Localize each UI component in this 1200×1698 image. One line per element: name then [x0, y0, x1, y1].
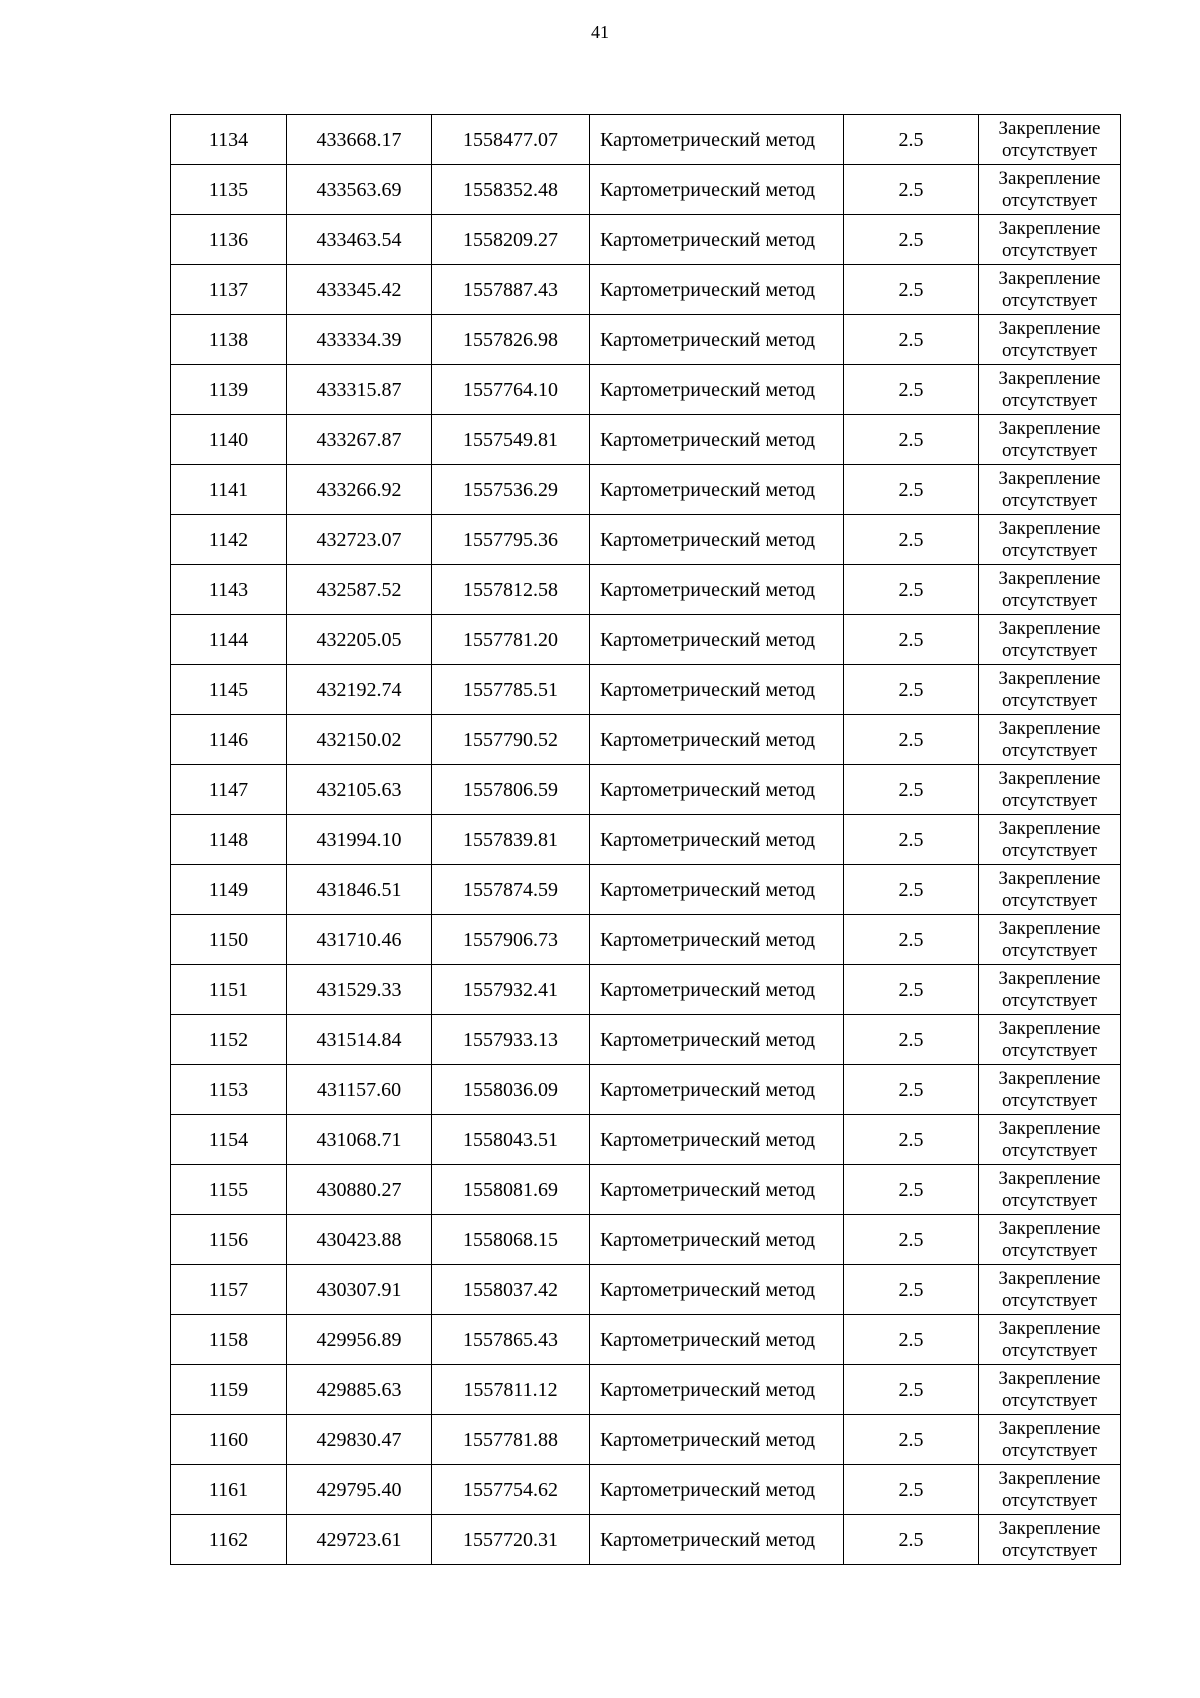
method-cell: Картометрический метод	[590, 1365, 844, 1415]
table-row	[171, 1115, 1121, 1165]
accuracy-cell: 2.5	[844, 1415, 979, 1465]
accuracy-cell: 2.5	[844, 1065, 979, 1115]
x-coordinate-cell: 433345.42	[287, 265, 432, 315]
point-number-cell: 1145	[171, 665, 287, 715]
x-coordinate-cell: 433266.92	[287, 465, 432, 515]
method-cell: Картометрический метод	[590, 515, 844, 565]
fixing-description-cell: Закрепление отсутствует	[979, 565, 1121, 615]
accuracy-cell: 2.5	[844, 165, 979, 215]
accuracy-cell: 2.5	[844, 965, 979, 1015]
accuracy-cell: 2.5	[844, 1315, 979, 1365]
accuracy-cell: 2.5	[844, 215, 979, 265]
table-row	[171, 165, 1121, 215]
fixing-description-cell: Закрепление отсутствует	[979, 1315, 1121, 1365]
table-row	[171, 315, 1121, 365]
fixing-description-cell: Закрепление отсутствует	[979, 415, 1121, 465]
fixing-description-cell: Закрепление отсутствует	[979, 665, 1121, 715]
y-coordinate-cell: 1557720.31	[432, 1515, 590, 1565]
method-cell: Картометрический метод	[590, 415, 844, 465]
table-row	[171, 515, 1121, 565]
method-cell: Картометрический метод	[590, 1015, 844, 1065]
method-cell: Картометрический метод	[590, 265, 844, 315]
y-coordinate-cell: 1557839.81	[432, 815, 590, 865]
fixing-description-cell: Закрепление отсутствует	[979, 215, 1121, 265]
fixing-description-cell: Закрепление отсутствует	[979, 1465, 1121, 1515]
fixing-description-cell: Закрепление отсутствует	[979, 515, 1121, 565]
accuracy-cell: 2.5	[844, 1215, 979, 1265]
y-coordinate-cell: 1557826.98	[432, 315, 590, 365]
y-coordinate-cell: 1557887.43	[432, 265, 590, 315]
x-coordinate-cell: 430423.88	[287, 1215, 432, 1265]
table-row	[171, 665, 1121, 715]
accuracy-cell: 2.5	[844, 1115, 979, 1165]
table-row	[171, 1465, 1121, 1515]
fixing-description-cell: Закрепление отсутствует	[979, 965, 1121, 1015]
x-coordinate-cell: 432587.52	[287, 565, 432, 615]
accuracy-cell: 2.5	[844, 1265, 979, 1315]
method-cell: Картометрический метод	[590, 665, 844, 715]
method-cell: Картометрический метод	[590, 1465, 844, 1515]
table-row	[171, 115, 1121, 165]
fixing-description-cell: Закрепление отсутствует	[979, 1415, 1121, 1465]
method-cell: Картометрический метод	[590, 1415, 844, 1465]
table-row	[171, 615, 1121, 665]
table-row	[171, 265, 1121, 315]
method-cell: Картометрический метод	[590, 115, 844, 165]
method-cell: Картометрический метод	[590, 965, 844, 1015]
fixing-description-cell: Закрепление отсутствует	[979, 765, 1121, 815]
accuracy-cell: 2.5	[844, 665, 979, 715]
fixing-description-cell: Закрепление отсутствует	[979, 1115, 1121, 1165]
fixing-description-cell: Закрепление отсутствует	[979, 115, 1121, 165]
accuracy-cell: 2.5	[844, 265, 979, 315]
y-coordinate-cell: 1557754.62	[432, 1465, 590, 1515]
y-coordinate-cell: 1558037.42	[432, 1265, 590, 1315]
method-cell: Картометрический метод	[590, 715, 844, 765]
x-coordinate-cell: 433668.17	[287, 115, 432, 165]
table-row	[171, 465, 1121, 515]
fixing-description-cell: Закрепление отсутствует	[979, 165, 1121, 215]
accuracy-cell: 2.5	[844, 815, 979, 865]
table-row	[171, 965, 1121, 1015]
method-cell: Картометрический метод	[590, 215, 844, 265]
accuracy-cell: 2.5	[844, 465, 979, 515]
accuracy-cell: 2.5	[844, 1515, 979, 1565]
point-number-cell: 1137	[171, 265, 287, 315]
method-cell: Картометрический метод	[590, 1065, 844, 1115]
point-number-cell: 1138	[171, 315, 287, 365]
y-coordinate-cell: 1557865.43	[432, 1315, 590, 1365]
y-coordinate-cell: 1557536.29	[432, 465, 590, 515]
y-coordinate-cell: 1557781.20	[432, 615, 590, 665]
x-coordinate-cell: 432205.05	[287, 615, 432, 665]
table-row	[171, 865, 1121, 915]
method-cell: Картометрический метод	[590, 615, 844, 665]
point-number-cell: 1159	[171, 1365, 287, 1415]
method-cell: Картометрический метод	[590, 315, 844, 365]
point-number-cell: 1158	[171, 1315, 287, 1365]
point-number-cell: 1134	[171, 115, 287, 165]
table-row	[171, 1515, 1121, 1565]
point-number-cell: 1155	[171, 1165, 287, 1215]
x-coordinate-cell: 429795.40	[287, 1465, 432, 1515]
fixing-description-cell: Закрепление отсутствует	[979, 465, 1121, 515]
fixing-description-cell: Закрепление отсутствует	[979, 1265, 1121, 1315]
method-cell: Картометрический метод	[590, 1165, 844, 1215]
method-cell: Картометрический метод	[590, 365, 844, 415]
x-coordinate-cell: 432150.02	[287, 715, 432, 765]
table-row	[171, 415, 1121, 465]
method-cell: Картометрический метод	[590, 1315, 844, 1365]
x-coordinate-cell: 431514.84	[287, 1015, 432, 1065]
y-coordinate-cell: 1557806.59	[432, 765, 590, 815]
fixing-description-cell: Закрепление отсутствует	[979, 365, 1121, 415]
coordinates-table	[170, 114, 1121, 1565]
point-number-cell: 1149	[171, 865, 287, 915]
fixing-description-cell: Закрепление отсутствует	[979, 865, 1121, 915]
fixing-description-cell: Закрепление отсутствует	[979, 1165, 1121, 1215]
table-row	[171, 1165, 1121, 1215]
x-coordinate-cell: 431529.33	[287, 965, 432, 1015]
table-row	[171, 1215, 1121, 1265]
table-row	[171, 715, 1121, 765]
point-number-cell: 1136	[171, 215, 287, 265]
method-cell: Картометрический метод	[590, 865, 844, 915]
x-coordinate-cell: 431846.51	[287, 865, 432, 915]
point-number-cell: 1139	[171, 365, 287, 415]
point-number-cell: 1156	[171, 1215, 287, 1265]
y-coordinate-cell: 1558477.07	[432, 115, 590, 165]
accuracy-cell: 2.5	[844, 1165, 979, 1215]
fixing-description-cell: Закрепление отсутствует	[979, 1215, 1121, 1265]
accuracy-cell: 2.5	[844, 1015, 979, 1065]
x-coordinate-cell: 430307.91	[287, 1265, 432, 1315]
y-coordinate-cell: 1557781.88	[432, 1415, 590, 1465]
point-number-cell: 1143	[171, 565, 287, 615]
y-coordinate-cell: 1558068.15	[432, 1215, 590, 1265]
method-cell: Картометрический метод	[590, 1115, 844, 1165]
x-coordinate-cell: 433267.87	[287, 415, 432, 465]
x-coordinate-cell: 432192.74	[287, 665, 432, 715]
fixing-description-cell: Закрепление отсутствует	[979, 915, 1121, 965]
accuracy-cell: 2.5	[844, 365, 979, 415]
point-number-cell: 1153	[171, 1065, 287, 1115]
point-number-cell: 1140	[171, 415, 287, 465]
point-number-cell: 1142	[171, 515, 287, 565]
fixing-description-cell: Закрепление отсутствует	[979, 715, 1121, 765]
table-row	[171, 1365, 1121, 1415]
x-coordinate-cell: 431994.10	[287, 815, 432, 865]
method-cell: Картометрический метод	[590, 1515, 844, 1565]
accuracy-cell: 2.5	[844, 915, 979, 965]
x-coordinate-cell: 433334.39	[287, 315, 432, 365]
accuracy-cell: 2.5	[844, 1365, 979, 1415]
y-coordinate-cell: 1557932.41	[432, 965, 590, 1015]
table-row	[171, 915, 1121, 965]
x-coordinate-cell: 431068.71	[287, 1115, 432, 1165]
x-coordinate-cell: 430880.27	[287, 1165, 432, 1215]
method-cell: Картометрический метод	[590, 815, 844, 865]
table-row	[171, 1015, 1121, 1065]
y-coordinate-cell: 1558081.69	[432, 1165, 590, 1215]
x-coordinate-cell: 432105.63	[287, 765, 432, 815]
fixing-description-cell: Закрепление отсутствует	[979, 315, 1121, 365]
y-coordinate-cell: 1557549.81	[432, 415, 590, 465]
x-coordinate-cell: 433563.69	[287, 165, 432, 215]
accuracy-cell: 2.5	[844, 515, 979, 565]
method-cell: Картометрический метод	[590, 165, 844, 215]
y-coordinate-cell: 1557811.12	[432, 1365, 590, 1415]
fixing-description-cell: Закрепление отсутствует	[979, 265, 1121, 315]
y-coordinate-cell: 1557790.52	[432, 715, 590, 765]
x-coordinate-cell: 433315.87	[287, 365, 432, 415]
point-number-cell: 1151	[171, 965, 287, 1015]
table-row	[171, 1415, 1121, 1465]
table-row	[171, 1065, 1121, 1115]
fixing-description-cell: Закрепление отсутствует	[979, 815, 1121, 865]
point-number-cell: 1160	[171, 1415, 287, 1465]
method-cell: Картометрический метод	[590, 1265, 844, 1315]
point-number-cell: 1147	[171, 765, 287, 815]
point-number-cell: 1148	[171, 815, 287, 865]
y-coordinate-cell: 1558036.09	[432, 1065, 590, 1115]
accuracy-cell: 2.5	[844, 1465, 979, 1515]
accuracy-cell: 2.5	[844, 765, 979, 815]
y-coordinate-cell: 1557933.13	[432, 1015, 590, 1065]
x-coordinate-cell: 429956.89	[287, 1315, 432, 1365]
point-number-cell: 1146	[171, 715, 287, 765]
point-number-cell: 1141	[171, 465, 287, 515]
method-cell: Картометрический метод	[590, 465, 844, 515]
table-row	[171, 565, 1121, 615]
fixing-description-cell: Закрепление отсутствует	[979, 1065, 1121, 1115]
fixing-description-cell: Закрепление отсутствует	[979, 1365, 1121, 1415]
point-number-cell: 1162	[171, 1515, 287, 1565]
x-coordinate-cell: 431710.46	[287, 915, 432, 965]
table-row	[171, 765, 1121, 815]
accuracy-cell: 2.5	[844, 715, 979, 765]
method-cell: Картометрический метод	[590, 565, 844, 615]
point-number-cell: 1135	[171, 165, 287, 215]
point-number-cell: 1150	[171, 915, 287, 965]
accuracy-cell: 2.5	[844, 865, 979, 915]
accuracy-cell: 2.5	[844, 315, 979, 365]
accuracy-cell: 2.5	[844, 565, 979, 615]
point-number-cell: 1154	[171, 1115, 287, 1165]
y-coordinate-cell: 1557874.59	[432, 865, 590, 915]
y-coordinate-cell: 1558209.27	[432, 215, 590, 265]
method-cell: Картометрический метод	[590, 915, 844, 965]
point-number-cell: 1152	[171, 1015, 287, 1065]
y-coordinate-cell: 1557764.10	[432, 365, 590, 415]
accuracy-cell: 2.5	[844, 415, 979, 465]
table-row	[171, 365, 1121, 415]
page-number: 41	[591, 22, 609, 42]
y-coordinate-cell: 1557785.51	[432, 665, 590, 715]
accuracy-cell: 2.5	[844, 615, 979, 665]
y-coordinate-cell: 1557906.73	[432, 915, 590, 965]
coordinates-table-body	[171, 115, 1121, 1565]
x-coordinate-cell: 429885.63	[287, 1365, 432, 1415]
fixing-description-cell: Закрепление отсутствует	[979, 615, 1121, 665]
method-cell: Картометрический метод	[590, 765, 844, 815]
x-coordinate-cell: 429830.47	[287, 1415, 432, 1465]
accuracy-cell: 2.5	[844, 115, 979, 165]
fixing-description-cell: Закрепление отсутствует	[979, 1515, 1121, 1565]
table-row	[171, 1315, 1121, 1365]
y-coordinate-cell: 1557795.36	[432, 515, 590, 565]
fixing-description-cell: Закрепление отсутствует	[979, 1015, 1121, 1065]
y-coordinate-cell: 1558043.51	[432, 1115, 590, 1165]
x-coordinate-cell: 431157.60	[287, 1065, 432, 1115]
table-row	[171, 815, 1121, 865]
point-number-cell: 1161	[171, 1465, 287, 1515]
y-coordinate-cell: 1558352.48	[432, 165, 590, 215]
point-number-cell: 1144	[171, 615, 287, 665]
table-row	[171, 1265, 1121, 1315]
method-cell: Картометрический метод	[590, 1215, 844, 1265]
x-coordinate-cell: 432723.07	[287, 515, 432, 565]
y-coordinate-cell: 1557812.58	[432, 565, 590, 615]
x-coordinate-cell: 433463.54	[287, 215, 432, 265]
table-row	[171, 215, 1121, 265]
point-number-cell: 1157	[171, 1265, 287, 1315]
x-coordinate-cell: 429723.61	[287, 1515, 432, 1565]
